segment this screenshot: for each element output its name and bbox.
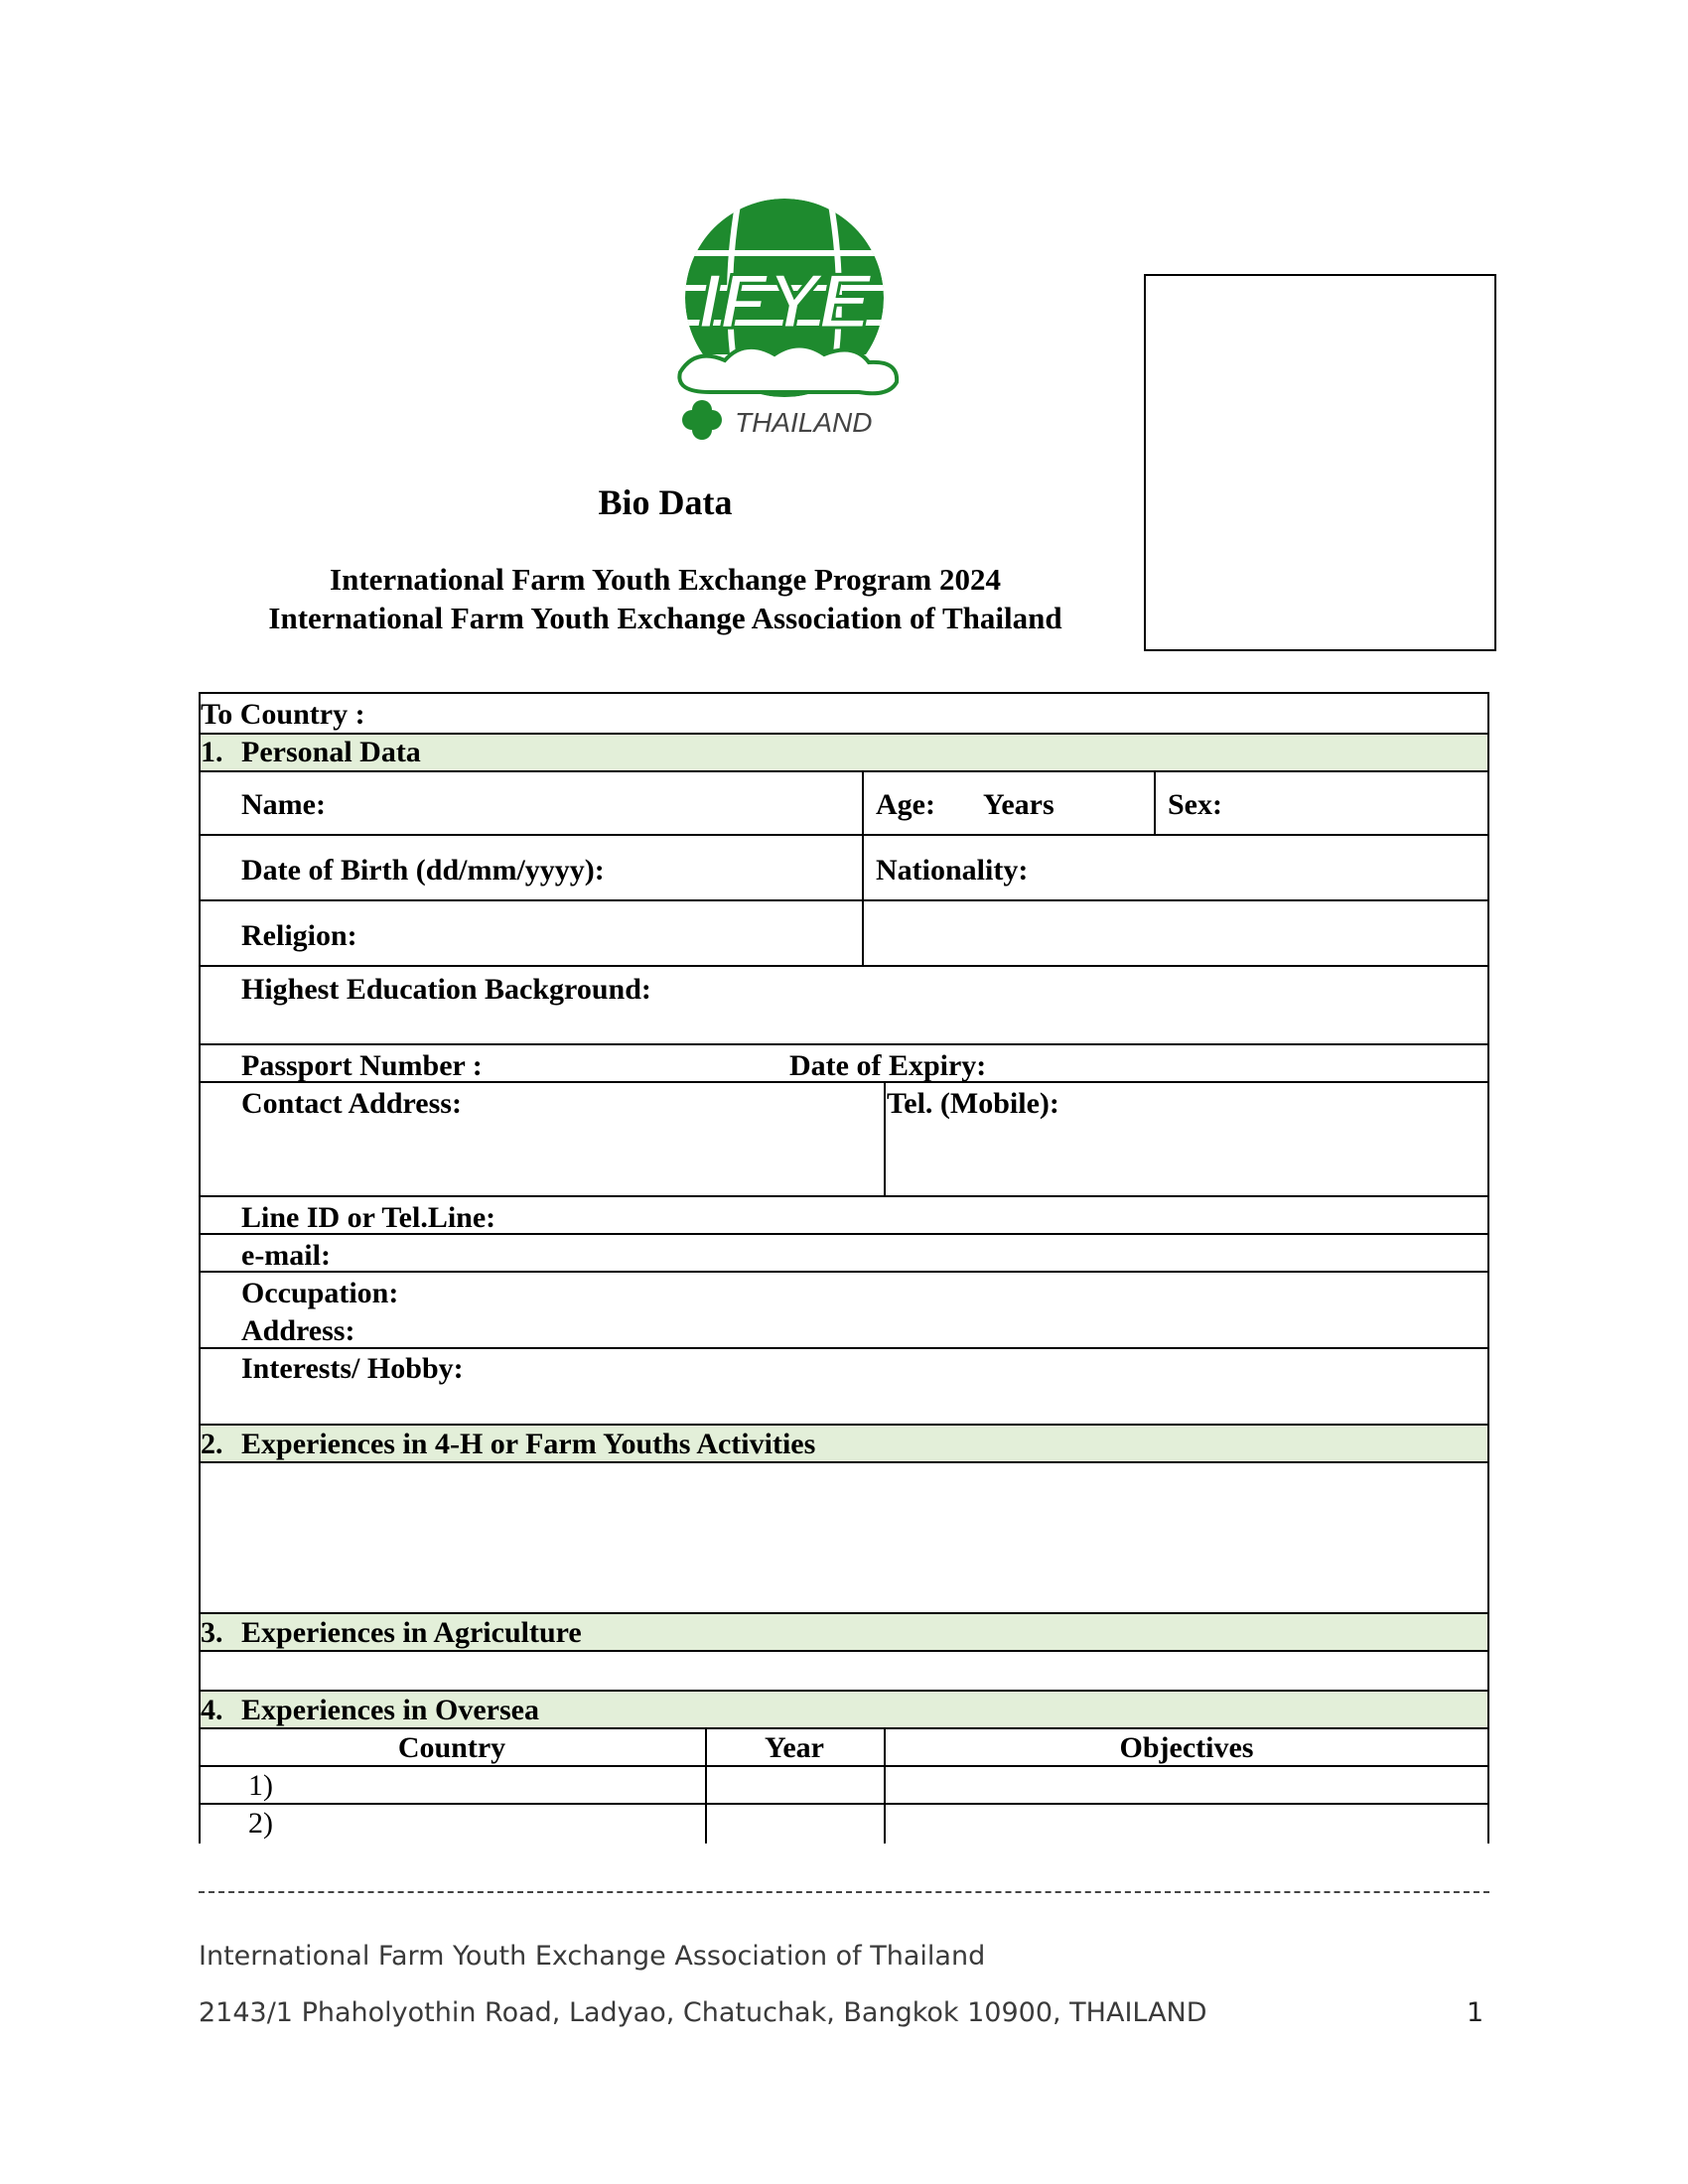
years-label: Years bbox=[983, 788, 1055, 821]
to-country-label: To Country : bbox=[201, 698, 365, 731]
oversea-row-2: 2) bbox=[248, 1807, 273, 1840]
line-id-label: Line ID or Tel.Line: bbox=[241, 1201, 496, 1234]
age-label: Age: bbox=[876, 788, 935, 821]
interests-label: Interests/ Hobby: bbox=[241, 1352, 464, 1385]
section-3-number: 3. bbox=[201, 1616, 223, 1649]
bio-data-form bbox=[199, 692, 1489, 1843]
svg-text:THAILAND: THAILAND bbox=[735, 407, 873, 438]
contact-address-label: Contact Address: bbox=[241, 1087, 462, 1120]
name-label: Name: bbox=[241, 788, 326, 821]
oversea-header-country: Country bbox=[397, 1731, 506, 1764]
expiry-label: Date of Expiry: bbox=[789, 1049, 987, 1082]
oversea-row-1: 1) bbox=[248, 1769, 273, 1802]
sex-label: Sex: bbox=[1168, 788, 1222, 821]
ifye-thailand-logo bbox=[650, 194, 918, 452]
section-3-title: Experiences in Agriculture bbox=[241, 1616, 582, 1649]
oversea-header-year: Year bbox=[765, 1731, 824, 1764]
section-1-number: 1. bbox=[201, 736, 223, 768]
oversea-header-objectives: Objectives bbox=[1119, 1731, 1254, 1764]
section-4-title: Experiences in Oversea bbox=[241, 1694, 539, 1726]
section-2-title: Experiences in 4-H or Farm Youths Activities bbox=[241, 1428, 816, 1460]
page-title: Bio Data bbox=[598, 482, 733, 522]
svg-text:IFYE: IFYE bbox=[698, 257, 871, 344]
address-label: Address: bbox=[241, 1314, 355, 1347]
footer-divider bbox=[199, 1891, 1489, 1893]
footer-organization: International Farm Youth Exchange Association of Thailand bbox=[199, 1941, 986, 1972]
tel-mobile-label: Tel. (Mobile): bbox=[887, 1087, 1059, 1120]
section-4-number: 4. bbox=[201, 1694, 223, 1726]
education-label: Highest Education Background: bbox=[241, 973, 651, 1006]
occupation-label: Occupation: bbox=[241, 1277, 399, 1309]
page-number: 1 bbox=[1467, 1997, 1484, 2028]
nationality-label: Nationality: bbox=[876, 854, 1029, 887]
dob-label: Date of Birth (dd/mm/yyyy): bbox=[241, 854, 605, 887]
association-subtitle: International Farm Youth Exchange Association of Thailand bbox=[268, 601, 1062, 635]
religion-label: Religion: bbox=[241, 919, 357, 952]
program-subtitle: International Farm Youth Exchange Program 2024 bbox=[330, 562, 1001, 597]
section-1-title: Personal Data bbox=[241, 736, 421, 768]
passport-label: Passport Number : bbox=[241, 1049, 483, 1082]
section-2-number: 2. bbox=[201, 1428, 223, 1460]
footer-address: 2143/1 Phaholyothin Road, Ladyao, Chatuchak, Bangkok 10900, THAILAND bbox=[199, 1997, 1207, 2028]
email-label: e-mail: bbox=[241, 1239, 331, 1272]
